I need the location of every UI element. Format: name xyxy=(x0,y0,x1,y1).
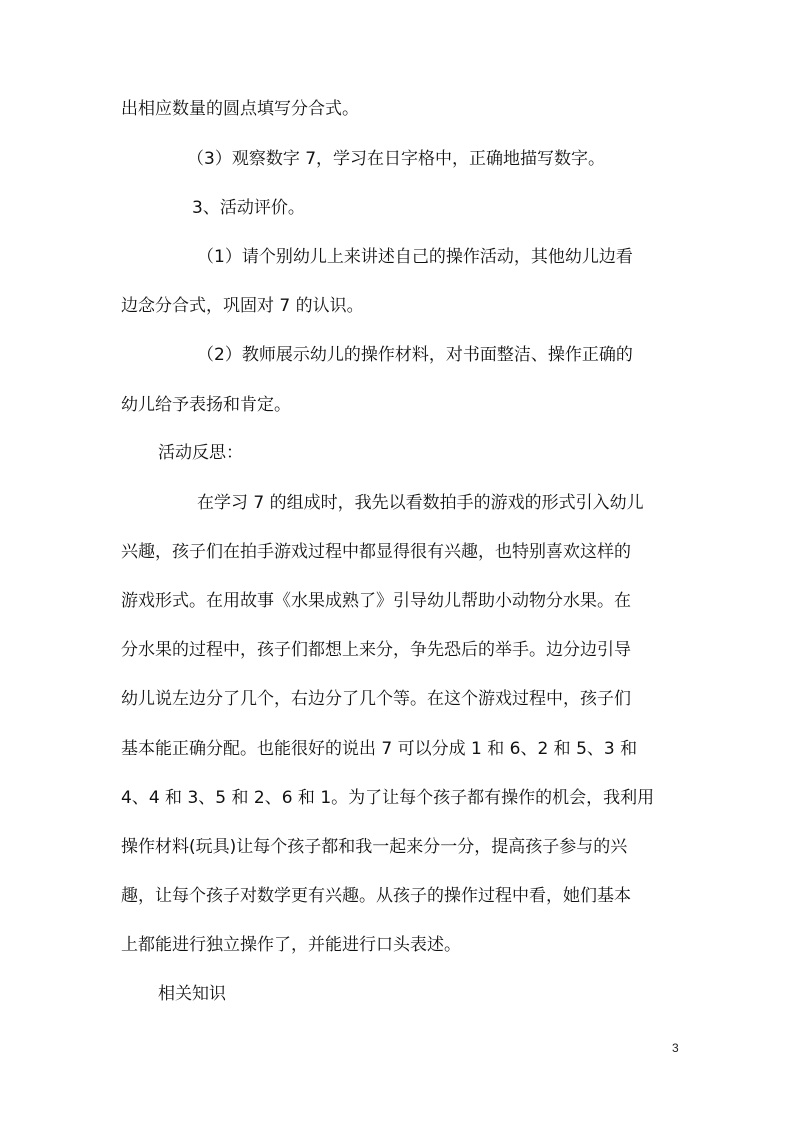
section-heading-related-knowledge: 相关知识 xyxy=(158,984,226,1004)
text-line-4-content: （1）请个别幼儿上来讲述自己的操作活动，其他幼儿边看 xyxy=(197,247,633,267)
text-line-7: 幼儿给予表扬和肯定。 xyxy=(121,395,291,415)
text-line-9: 在学习 7 的组成时，我先以看数拍手的游戏的形式引入幼儿 xyxy=(197,493,644,513)
text-line-18: 上都能进行独立操作了，并能进行口头表述。 xyxy=(121,935,461,955)
text-line-1: 出相应数量的圆点填写分合式。 xyxy=(121,99,359,119)
text-line-15: 4、4 和 3、5 和 2、6 和 1。为了让每个孩子都有操作的机会，我利用 xyxy=(121,788,655,808)
text-line-4 xyxy=(197,245,672,269)
text-line-2: （3）观察数字 7，学习在日字格中，正确地描写数字。 xyxy=(187,149,606,169)
text-line-13: 幼儿说左边分了几个，右边分了几个等。在这个游戏过程中，孩子们 xyxy=(121,689,631,709)
text-line-3: 3、活动评价。 xyxy=(192,198,305,218)
text-line-11: 游戏形式。在用故事《水果成熟了》引导幼儿帮助小动物分水果。在 xyxy=(121,591,631,611)
text-line-14: 基本能正确分配。也能很好的说出 7 可以分成 1 和 6、2 和 5、3 和 xyxy=(121,739,638,759)
section-heading-reflection: 活动反思： xyxy=(158,443,243,463)
text-line-12: 分水果的过程中，孩子们都想上来分，争先恐后的举手。边分边引导 xyxy=(121,640,631,660)
text-line-5: 边念分合式，巩固对 7 的认识。 xyxy=(121,296,364,316)
text-line-17: 趣，让每个孩子对数学更有兴趣。从孩子的操作过程中看，她们基本 xyxy=(121,886,631,906)
text-line-10: 兴趣，孩子们在拍手游戏过程中都显得很有兴趣，也特别喜欢这样的 xyxy=(121,542,631,562)
text-line-6: （2）教师展示幼儿的操作材料，对书面整洁、操作正确的 xyxy=(197,345,633,365)
text-line-16: 操作材料(玩具)让每个孩子都和我一起来分一分，提高孩子参与的兴 xyxy=(121,837,628,857)
page-number: 3 xyxy=(672,1041,679,1055)
